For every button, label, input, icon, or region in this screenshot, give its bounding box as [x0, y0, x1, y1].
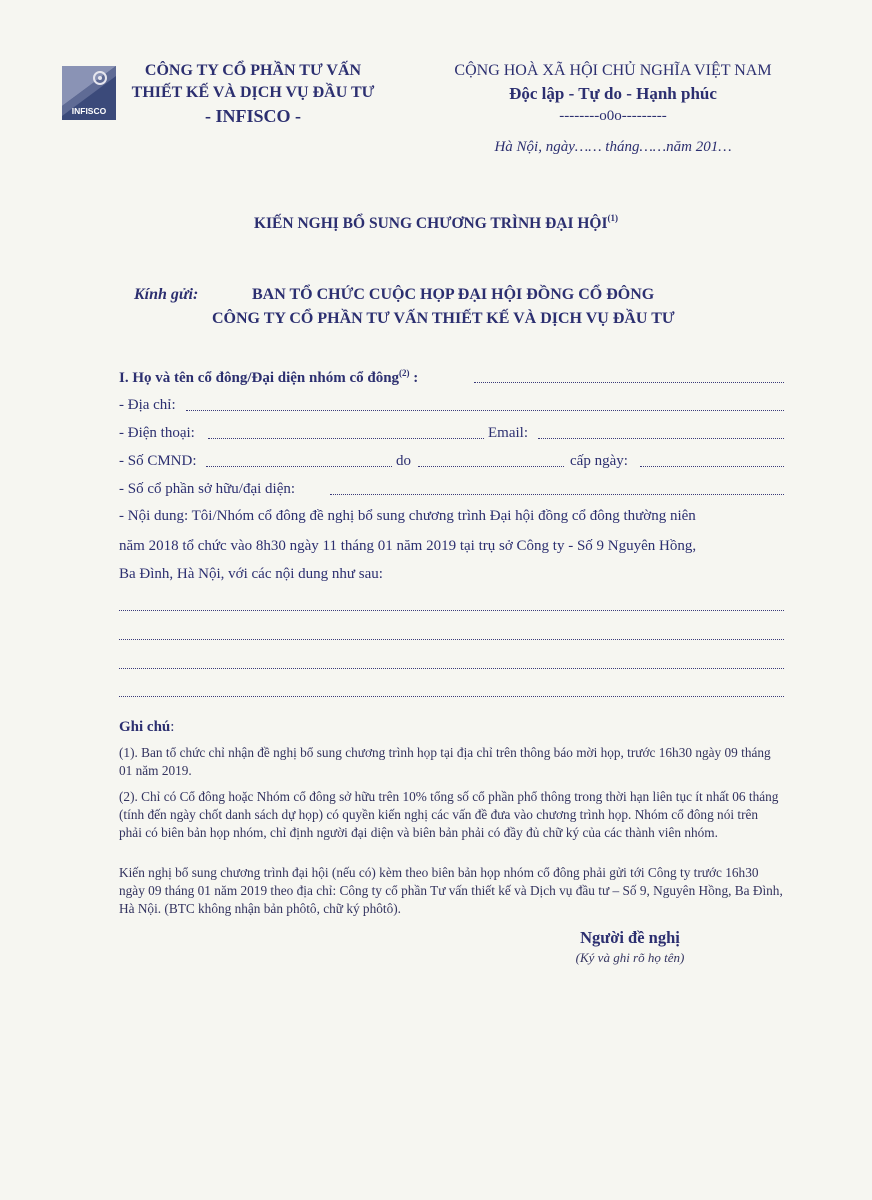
email-field[interactable]	[538, 438, 784, 439]
recipient-line2: CÔNG TY CỔ PHẦN TƯ VẤN THIẾT KẾ VÀ DỊCH VỤ ĐẦU TƯ	[212, 310, 675, 327]
phone-field[interactable]	[208, 438, 484, 439]
note-2: (2). Chỉ có Cổ đông hoặc Nhóm cổ đông sở hữu trên 10% tổng số cổ phần phổ thông trong thời hạn liên tục ít nhất 06 tháng (tính đến ngày chốt danh sách dự họp) có quyền kiến nghị các vấn đề đưa vào chương trình họp. Nhóm cổ đông nói trên phải có biên bản họp nhóm, chỉ định người đại diện và biên bản phải có đầy đủ chữ ký của các thành viên nhóm.	[119, 789, 779, 840]
date-line: Hà Nội, ngày…… tháng……năm 201…	[494, 139, 732, 155]
note-1: (1). Ban tổ chức chỉ nhận đề nghị bổ sung chương trình họp tại địa chỉ trên thông báo mời họp, trước 16h30 ngày 09 tháng 01 năm 2019.	[119, 745, 771, 778]
document-title: KIẾN NGHỊ BỔ SUNG CHƯƠNG TRÌNH ĐẠI HỘI$^{(1)}$	[253, 213, 619, 232]
nation-separator: --------o0o---------	[559, 108, 667, 124]
note-3: Kiến nghị bổ sung chương trình đại hội (nếu có) kèm theo biên bản họp nhóm cổ đông phải gửi tới Công ty trước 16h30 ngày 09 tháng 01 năm 2019 theo địa chỉ: Công ty cổ phần Tư vấn thiết kế và Dịch vụ đầu tư – Số 9, Nguyên Hồng, Ba Đình, Hà Nội. (BTC không nhận bản phôtô, chữ ký phôtô).	[119, 865, 783, 916]
content-line3: Ba Đình, Hà Nội, với các nội dung như sau:	[119, 566, 383, 582]
issued-by-label: do	[396, 453, 411, 469]
content-blank-line[interactable]	[119, 610, 784, 611]
issued-by-field[interactable]	[418, 466, 564, 467]
nation-motto: Độc lập - Tự do - Hạnh phúc	[509, 84, 717, 103]
company-name-line3: - INFISCO -	[204, 106, 301, 126]
content-blank-line[interactable]	[119, 696, 784, 697]
content-line1: - Nội dung: Tôi/Nhóm cổ đông đề nghị bổ sung chương trình Đại hội đồng cổ đông thường niên	[119, 508, 696, 524]
shares-label: - Số cổ phần sở hữu/đại diện:	[119, 481, 296, 497]
notes-heading: Ghi chú:	[119, 719, 175, 735]
content-line2: năm 2018 tổ chức vào 8h30 ngày 11 tháng 01 năm 2019 tại trụ sở Công ty - Số 9 Nguyên Hồng,	[119, 538, 697, 554]
address-label: - Địa chỉ:	[119, 397, 176, 413]
phone-label: - Điện thoại:	[119, 425, 195, 441]
content-blank-line[interactable]	[119, 639, 784, 640]
company-name-line2: THIẾT KẾ VÀ DỊCH VỤ ĐẦU TƯ	[131, 84, 375, 101]
content-blank-line[interactable]	[119, 668, 784, 669]
recipient-line1: BAN TỔ CHỨC CUỘC HỌP ĐẠI HỘI ĐỒNG CỔ ĐÔNG	[252, 286, 655, 303]
name-field[interactable]	[474, 382, 784, 383]
signature-title: Người đề nghị	[580, 928, 680, 947]
issue-date-field[interactable]	[640, 466, 784, 467]
recipient-label: Kính gửi:	[134, 286, 199, 303]
logo-text: INFISCO	[71, 106, 107, 116]
name-label: I. Họ và tên cổ đông/Đại diện nhóm cổ đông$^{(2)}$ :	[119, 368, 419, 386]
issue-date-label: cấp ngày:	[570, 453, 628, 469]
company-name-line1: CÔNG TY CỔ PHẦN TƯ VẤN	[144, 62, 362, 79]
signature-hint: (Ký và ghi rõ họ tên)	[575, 950, 685, 965]
company-logo	[62, 66, 116, 120]
id-field[interactable]	[206, 466, 392, 467]
id-label: - Số CMND:	[119, 453, 197, 469]
nation-title: CỘNG HOÀ XÃ HỘI CHỦ NGHĨA VIỆT NAM	[454, 62, 772, 79]
shares-field[interactable]	[330, 494, 784, 495]
email-label: Email:	[488, 425, 528, 441]
address-field[interactable]	[186, 410, 784, 411]
